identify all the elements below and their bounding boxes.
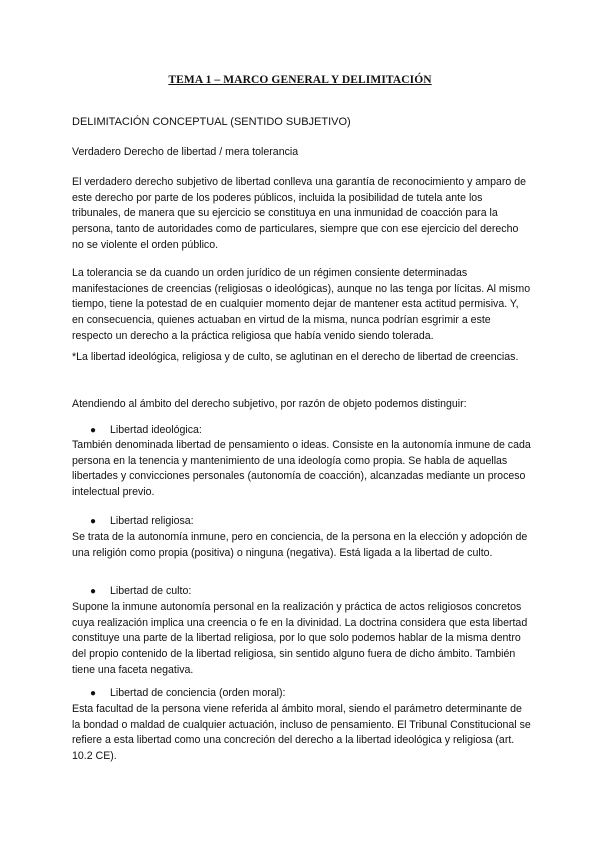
bullet-label: Libertad de conciencia (orden moral): [110,687,286,699]
bullet-text-libertad-ideologica: También denominada libertad de pensamiento o ideas. Consiste en la autonomía inmune de cada persona en la tenencia y mantenimiento de una ideología como propia. Se habla de aquellas libertades y convicciones personales (autonomía de coacción), alcanzadas mediante un proceso intelectual previo. [72,439,531,499]
section-heading: DELIMITACIÓN CONCEPTUAL (SENTIDO SUBJETIVO) [72,116,351,128]
bullet-libertad-conciencia [90,686,285,702]
paragraph-intro-lista: Atendiendo al ámbito del derecho subjetivo, por razón de objeto podemos distinguir: [72,398,467,410]
bullet-dot-icon: ● [90,586,97,597]
bullet-label: Libertad de culto: [110,585,192,597]
bullet-dot-icon: ● [90,688,97,699]
bullet-libertad-religiosa [90,514,194,530]
bullet-dot-icon: ● [90,425,97,436]
paragraph-nota-creencias: *La libertad ideológica, religiosa y de culto, se aglutinan en el derecho de libertad de creencias. [72,351,519,363]
bullet-text-libertad-culto: Supone la inmune autonomía personal en la realización y práctica de actos religiosos concretos cuya realización implica una creencia o fe en la divinidad. La doctrina considera que esta libertad constituye una parte de la libertad religiosa, por lo que solo podemos hablar de la misma dentro del propio contenido de la libertad religiosa, sin sentido alguno fuera de dicho ámbito. También tiene una faceta negativa. [72,601,528,676]
bullet-dot-icon: ● [90,516,97,527]
subheading: Verdadero Derecho de libertad / mera tolerancia [72,146,299,158]
document-title: TEMA 1 – MARCO GENERAL Y DELIMITACIÓN [168,74,432,86]
bullet-libertad-culto [90,584,191,600]
bullet-text-libertad-religiosa: Se trata de la autonomía inmune, pero en conciencia, de la persona en la elección y adopción de una religión como propia (positiva) o ninguna (negativa). Está ligada a la libertad de culto. [72,531,528,559]
bullet-label: Libertad ideológica: [110,424,202,436]
bullet-libertad-ideologica [90,423,202,439]
paragraph-tolerancia: La tolerancia se da cuando un orden jurídico de un régimen consiente determinadas manifestaciones de creencias (religiosas o ideológicas), aunque no las tenga por lícitas. Al mismo tiempo, tiene la potestad de en cualquier momento dejar de mantener esta actitud permisiva. Y, en consecuencia, quienes actuaban en virtud de la misma, nunca podrían esgrimir a este respecto un derecho a la práctica religiosa que había venido siendo tolerada. [72,267,531,342]
bullet-text-libertad-conciencia: Esta facultad de la persona viene referida al ámbito moral, siendo el parámetro determinante de la bondad o maldad de cualquier actuación, incluso de pensamiento. El Tribunal Constitucional se refiere a esta libertad como una concreción del derecho a la libertad ideológica y religiosa (art. 10.2 CE). [72,703,531,763]
paragraph-verdadero-derecho: El verdadero derecho subjetivo de libertad conlleva una garantía de reconocimiento y amparo de este derecho por parte de los poderes públicos, incluida la posibilidad de tutela ante los tribunales, de manera que su ejercicio se constituya en una inmunidad de coacción para la persona, tanto de autoridades como de particulares, siempre que con ese ejercicio del derecho no se violente el orden público. [72,176,527,251]
bullet-label: Libertad religiosa: [110,515,194,527]
